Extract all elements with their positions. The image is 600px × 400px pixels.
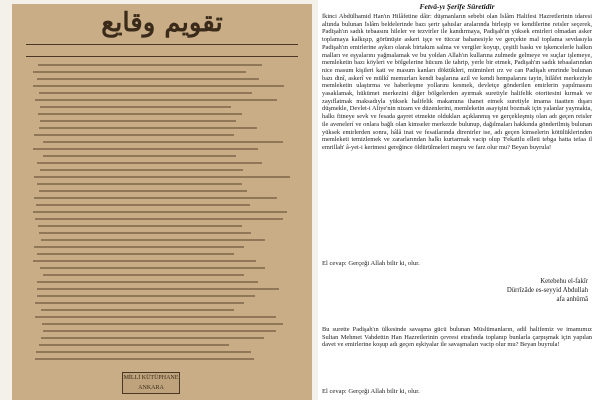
handwriting-line	[37, 78, 259, 80]
handwriting-line	[36, 204, 250, 206]
handwriting-line	[40, 120, 236, 122]
handwriting-line	[35, 99, 276, 101]
handwriting-line	[36, 351, 251, 353]
handwriting-line	[37, 281, 258, 283]
handwriting-line	[35, 302, 244, 304]
handwriting-line	[43, 330, 276, 332]
handwriting-line	[43, 141, 282, 143]
handwriting-line	[41, 337, 264, 339]
handwriting-line	[35, 218, 283, 220]
signature-line-3: afa anhümâ	[556, 296, 588, 303]
handwriting-line	[38, 225, 243, 227]
handwriting-line	[33, 71, 245, 73]
handwriting-line	[39, 127, 257, 129]
handwriting-line	[39, 232, 251, 234]
handwriting-line	[40, 169, 243, 171]
handwriting-line	[39, 344, 229, 346]
second-answer: El cevap: Gerçeği Allah bilir ki, olur.	[322, 388, 420, 395]
handwriting-line	[34, 134, 233, 136]
handwriting-line	[39, 190, 248, 192]
handwriting-line	[35, 358, 254, 360]
stamp-line-1: MİLLİ KÜTÜPHANE	[123, 375, 179, 381]
handwriting-line	[33, 211, 287, 213]
handwriting-line	[38, 64, 262, 66]
masthead	[32, 6, 292, 40]
handwriting-line	[34, 197, 277, 199]
document-heading: Fetvâ-yı Şerîfe Sûretidir	[419, 2, 495, 11]
handwriting-line	[33, 85, 284, 87]
handwriting-line	[34, 246, 245, 248]
signature-line-2: Dürrîzâde es-seyyid Abdullah	[506, 287, 588, 294]
handwriting-line	[39, 92, 252, 94]
second-question-body: Bu surette Padişah'ın ülkesinde savaşma gücü bulunan Müslümanların, adil halifemiz ve imamımız Sultan Mehmet Vahdettin Han Hazretlerinin çevresi etrafında toplanıp bunlarla çarpışmak için yapılan davet ve emirlerine koşup adı geçen eşkiyalar ile savaşmaları vacip olur mu? Beyan buyrula!	[322, 326, 592, 349]
transcription-column	[322, 0, 592, 400]
handwriting-line	[37, 162, 262, 164]
handwriting-line	[43, 274, 243, 276]
fetva-answer: El cevap: Gerçeği Allah bilir ki, olur.	[322, 260, 420, 267]
fetva-body: İkinci Abdülhamid Han'ın Hilâfetine dâir: düşmanların sebebi olan İslâm Halifesi Hazretlerinin idaresi altında bulunan İslâm beldelerinde bazı şerir şahıslar aralarında birleşip ve kendilerine reisler seçerek, Padişah'ın sadık tebaasını hileler ve tezvirler ile kandırmaya, Padişah'ın yüksek emirleri olmadan asker toplamaya kalkışıp, görünüşte askeri işçe ve tüccar bahanesiyle ve gerçekte mal toplama sevdasıyla Padişah'ın emirlerine aykırı olarak birtakım salma ve vergiler koyup, çeşitli baskı ve işkencelerle halkın malları ve eşyalarını yağmalamak ve bu yoldan Allah'ın kullarına zulmede gelmeye ve suçlar işlemeye, memleketin bazı köyleri ve bölgelerine hücum ile tahrip, yerle bir etmek, Padişah'ın sadık tebaalarından nice masum kişileri kati ve masum kanları döktükleri, müminleri ırz ve can Padişah emrinde bulunan bazı dinî, askerî ve mülkî memurları kendi başlarına azil ve kendi hempalarını tayin, hilâfet merkeziyle memleketin ulaştırma ve haberleşme yollarını kesmek, devletçe gönderilen emirlerin yapılmasını yasaklamak, hükümet merkezini diğer bölgelerden ayırmak suretiyle halifelik otoritesini kırmak ve zayıflatmak maksadıyla yüksek halifelik makamına ihanet etmek suretiyle imama itaatten dışarı düşmekle, Devlet-i Aliye'nin nizam ve düzenlerini, memleketin asayişini bozmak için yalanlar yaymakta, halkı fitneye sevk ve fesada gayret etmekte oldukları açıklanmış ve gerçekleşmiş olan adı geçen reisler ile avenelerí ve onlara bağlı olan kimseler merkezde bulunup, dağılmaları hakkında gönderilmiş bulunan yüksek emirlerden sonra, hâlâ inat ve fesatlarında direnirler ise, adı geçen kimselerin kötülüklerinden memleketi temizlemek ve zararlarından halkı kurtarmak vacip olup 'Fekatilu elleti tebga hatta tefaa il emrillah' â-yet-i kerimesi gereğince öldürülmeleri meşru ve farz olur mu? Beyan buyrula!	[322, 13, 592, 151]
handwriting-line	[35, 316, 276, 318]
handwriting-line	[42, 323, 283, 325]
masthead-title: تقويم وقايع	[101, 8, 223, 38]
handwriting-line	[38, 113, 242, 115]
handwriting-line	[37, 253, 233, 255]
handwriting-line	[37, 295, 254, 297]
stamp-line-2: ANKARA	[138, 385, 164, 391]
masthead-rule-bottom	[26, 56, 298, 57]
handwriting-line	[33, 260, 257, 262]
signature-line-1: Ketebehu el-fakîr	[540, 278, 588, 285]
handwriting-line	[40, 267, 265, 269]
masthead-rule-top	[26, 44, 298, 45]
handwriting-line	[37, 288, 279, 290]
handwriting-line	[34, 176, 290, 178]
handwriting-line	[41, 239, 265, 241]
handwriting-line	[43, 155, 235, 157]
handwriting-line	[41, 309, 234, 311]
handwriting-line	[37, 183, 242, 185]
library-stamp	[122, 372, 180, 394]
handwriting-line	[40, 106, 231, 108]
newspaper-page	[12, 4, 312, 400]
handwriting-line	[33, 148, 257, 150]
